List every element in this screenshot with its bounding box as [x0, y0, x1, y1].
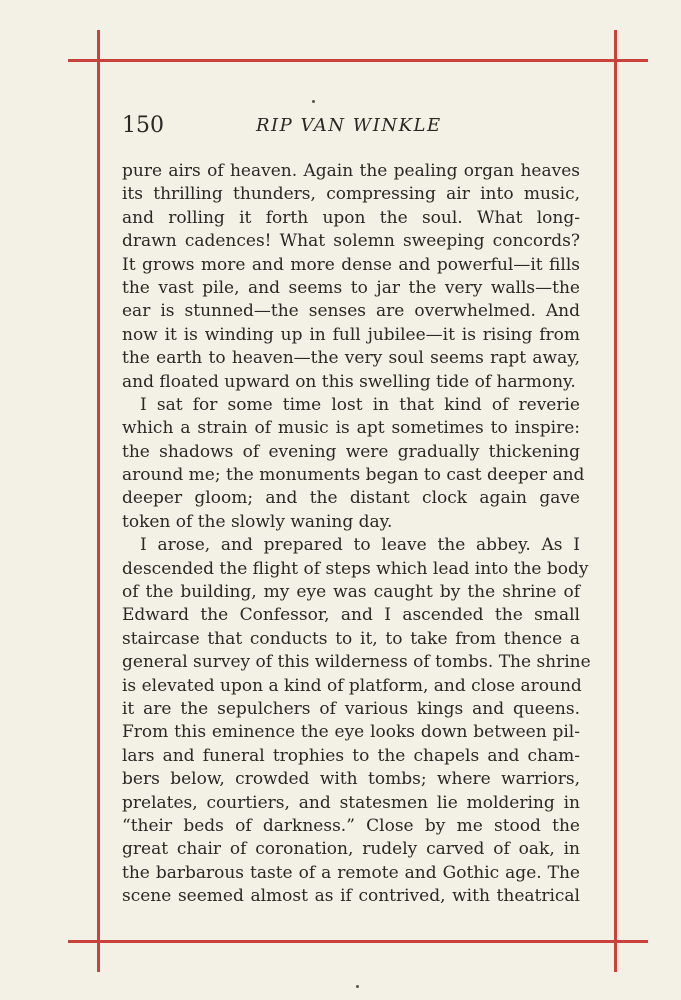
text-line: drawn cadences! What solemn sweeping concords? [122, 231, 580, 252]
text-line: the earth to heaven—the very soul seems rapt away, [122, 348, 580, 369]
text-line: staircase that conducts to it, to take from thence a [122, 628, 580, 649]
text-line: pure airs of heaven. Again the pealing organ heaves [122, 161, 580, 181]
text-line: the barbarous taste of a remote and Gothic age. The [122, 862, 580, 883]
text-line: prelates, courtiers, and statesmen lie moldering in [122, 792, 580, 813]
text-line: the vast pile, and seems to jar the very walls—the [122, 277, 580, 298]
text-line: and rolling it forth upon the soul. What long- [122, 207, 580, 228]
text-line: general survey of this wilderness of tombs. The shrine [122, 652, 591, 673]
running-title: RIP VAN WINKLE [256, 115, 442, 136]
right-border-rule [614, 30, 617, 972]
text-line: token of the slowly waning day. [122, 511, 393, 532]
text-line: I sat for some time lost in that kind of reverie [140, 394, 580, 415]
text-line: of the building, my eye was caught by the shrine of [122, 582, 580, 603]
text-line: From this eminence the eye looks down between pil- [122, 722, 580, 743]
text-line: the shadows of evening were gradually thickening [122, 441, 580, 462]
bottom-border-rule [68, 940, 648, 943]
body-text [122, 160, 591, 909]
text-line: and floated upward on this swelling tide of harmony. [122, 371, 576, 392]
text-line: descended the flight of steps which lead into the body [122, 558, 589, 579]
text-line: great chair of coronation, rudely carved of oak, in [122, 839, 580, 860]
print-speck [312, 100, 315, 103]
print-speck [356, 985, 359, 988]
text-line: lars and funeral trophies to the chapels and cham- [122, 745, 580, 766]
text-line: scene seemed almost as if contrived, with theatrical [122, 886, 580, 907]
top-border-rule [68, 59, 648, 62]
page-header [122, 112, 578, 142]
text-line: which a strain of music is apt sometimes to inspire: [122, 418, 580, 439]
left-border-rule [97, 30, 100, 972]
page-number: 150 [122, 113, 164, 138]
text-line: now it is winding up in full jubilee—it is rising from [122, 324, 580, 345]
text-line: deeper gloom; and the distant clock again gave [122, 488, 580, 509]
text-line: its thrilling thunders, compressing air into music, [122, 184, 580, 205]
text-line: “their beds of darkness.” Close by me stood the [122, 815, 580, 836]
text-line: is elevated upon a kind of platform, and close around [122, 675, 582, 696]
text-line: I arose, and prepared to leave the abbey. As I [140, 535, 580, 556]
text-line: bers below, crowded with tombs; where warriors, [122, 769, 580, 790]
text-line: it are the sepulchers of various kings and queens. [122, 698, 580, 719]
text-line: Edward the Confessor, and I ascended the small [122, 605, 580, 626]
text-line: It grows more and more dense and powerful—it fills [122, 254, 580, 275]
text-line: around me; the monuments began to cast deeper and [122, 465, 585, 486]
text-line: ear is stunned—the senses are overwhelmed. And [122, 301, 580, 322]
